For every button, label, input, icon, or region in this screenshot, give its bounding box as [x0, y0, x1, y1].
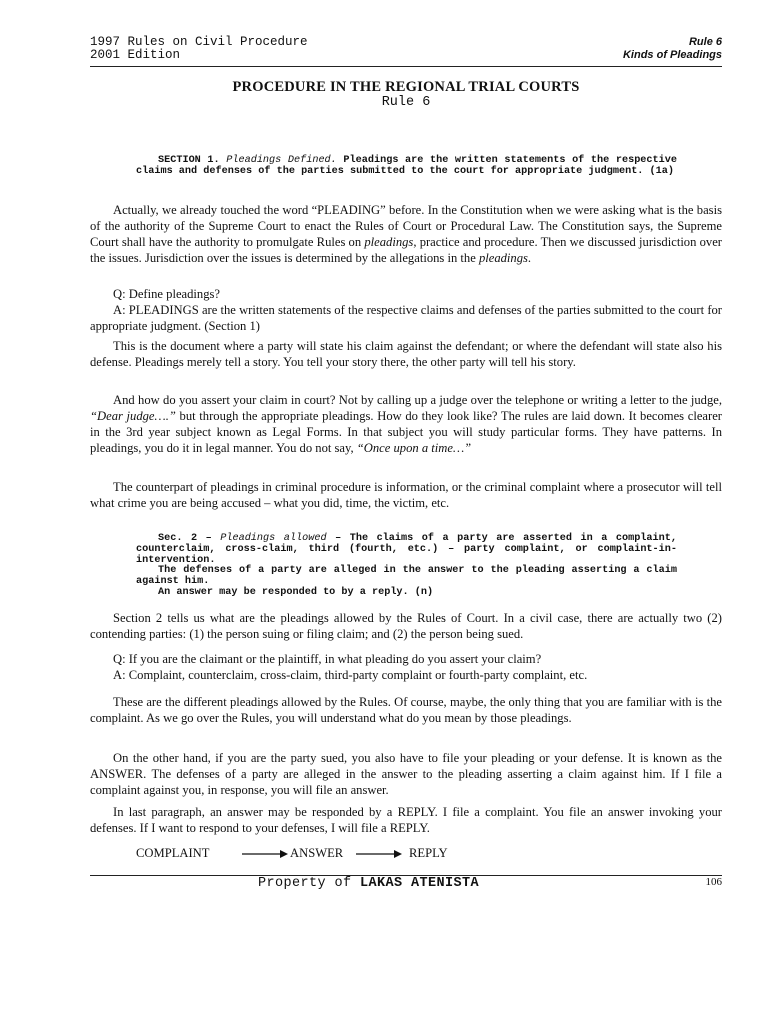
section-1-lead: SECTION 1.: [158, 155, 220, 166]
header-divider: [90, 66, 722, 67]
flow-step-answer: ANSWER: [290, 846, 344, 860]
paragraph-6: [90, 610, 722, 642]
header-rule-number: Rule 6: [688, 36, 722, 48]
page-title: PROCEDURE IN THE REGIONAL TRIAL COURTS: [232, 79, 580, 95]
paragraph-5: [90, 479, 722, 511]
paragraph-4: [90, 392, 722, 456]
section-2-heading: Pleadings allowed: [220, 533, 327, 544]
paragraph-5-text: The counterpart of pleadings in criminal procedure is information, or the criminal complaint where a prosecutor will tell what crime you are being accused – what you did, time, the victim, etc.: [90, 480, 722, 510]
paragraph-4-text-b: but through the appropriate pleadings. How do they look like? The rules are laid down. It becomes clearer in the 3rd year subject known as Legal Forms. In that subject you will study particular forms. They have patterns. In pleadings, you do it in legal manner. You do not say,: [90, 409, 722, 455]
arrow-right-icon: [242, 848, 288, 860]
header-left: [90, 36, 308, 62]
paragraph-6-text: Section 2 tells us what are the pleadings allowed by the Rules of Court. In a civil case, there are actually two (2) contending parties: (1) the person suing or filing claim; and (2) the person being sued.: [90, 611, 722, 641]
paragraph-9-text: On the other hand, if you are the party sued, you also have to file your pleading or your defense. It is known as the ANSWER. The defenses of a party are alleged in the answer to the pleading asserting a claim against him. If I file a complaint against you, in response, you will file an answer.: [90, 751, 722, 797]
section-2-lead: Sec. 2 –: [158, 533, 212, 544]
paragraph-9: [90, 750, 722, 798]
flow-step-complaint: COMPLAINT: [136, 846, 210, 860]
paragraph-3-text: This is the document where a party will state his claim against the defendant; or where the defendant will state also his defense. Pleadings merely tell a story. You tell your story there, the other party will tell his story.: [90, 339, 722, 369]
section-1-body: Pleadings are the written statements of the respective claims and defenses of the parties submitted to the court for appropriate judgment. (1a): [136, 155, 677, 177]
flow-step-reply: REPLY: [409, 846, 448, 860]
page-subtitle: Rule 6: [381, 95, 431, 110]
paragraph-1: [90, 202, 722, 266]
pleading-flow: [136, 846, 536, 864]
section-2-dash: –: [326, 533, 350, 544]
question-define-pleadings: Q: Define pleadings?: [113, 287, 221, 301]
answer-claimant-pleading: A: Complaint, counterclaim, cross-claim, third-party complaint or fourth-party complaint, etc.: [113, 668, 588, 682]
footer-prefix: Property of: [258, 876, 361, 891]
section-2-quote: [136, 534, 677, 599]
answer-define-pleadings: A: PLEADINGS are the written statements of the respective claims and defenses of the parties submitted to the court for appropriate judgment. (Section 1): [90, 303, 722, 333]
section-1-heading: Pleadings Defined.: [226, 155, 337, 166]
footer-property: [258, 876, 479, 891]
paragraph-10: [90, 804, 722, 836]
paragraph-1-text-c: .: [527, 251, 532, 265]
paragraph-1-italic-b: pleadings: [478, 251, 528, 265]
paragraph-10-text: In last paragraph, an answer may be responded by a REPLY. I file a complaint. You file an answer invoking your defenses. If I want to respond to your defenses, I will file a REPLY.: [90, 805, 722, 835]
paragraph-4-text-a: And how do you assert your claim in court? Not by calling up a judge over the telephone or writing a letter to the judge,: [113, 393, 722, 407]
paragraph-8: [90, 694, 722, 726]
header-right: [623, 36, 722, 62]
section-2-body-1: The claims of a party are asserted in a complaint, counterclaim, cross-claim, third (fourth, etc.) – party complaint, or complaint-in-intervention.: [136, 533, 677, 566]
arrow-right-icon: [356, 848, 402, 860]
paragraph-4-italic-a: “Dear judge….”: [90, 409, 176, 423]
paragraph-1-italic-a: pleadings: [364, 235, 414, 249]
page-header: [90, 36, 722, 66]
section-1-quote: [136, 156, 677, 178]
qa-define-pleadings: [90, 286, 722, 334]
page-number: 106: [705, 876, 722, 888]
paragraph-1-text-a: Actually, we already touched the word “PLEADING” before. In the Constitution when we were asking what is the basis of the authority of the Supreme Court to enact the Rules of Court or Procedural Law. The Constitution says, the Supreme Court shall have the authority to promulgate Rules on: [90, 203, 722, 249]
paragraph-8-text: These are the different pleadings allowed by the Rules. Of course, maybe, the only thing that you are familiar with is the complaint. As we go over the Rules, you will understand what do you mean by those pleadings.: [90, 695, 722, 725]
paragraph-4-italic-b: “Once upon a time…”: [356, 441, 472, 455]
footer-owner: LAKAS ATENISTA: [360, 876, 480, 891]
qa-claimant-pleading: [90, 651, 722, 683]
question-claimant-pleading: Q: If you are the claimant or the plaintiff, in what pleading do you assert your claim?: [113, 652, 542, 666]
paragraph-1-text-b: , practice and procedure. Then we discussed jurisdiction over the issues. Jurisdiction over the issues is determined by the allegations in the: [90, 235, 722, 265]
header-rule-title: Kinds of Pleadings: [622, 49, 722, 61]
paragraph-3: [90, 338, 722, 370]
section-2-body-3: An answer may be responded to by a reply. (n): [158, 586, 434, 598]
section-2-body-2: The defenses of a party are alleged in the answer to the pleading asserting a claim against him.: [136, 565, 677, 588]
header-book-title: 1997 Rules on Civil Procedure: [90, 35, 308, 49]
header-edition: 2001 Edition: [90, 48, 181, 62]
